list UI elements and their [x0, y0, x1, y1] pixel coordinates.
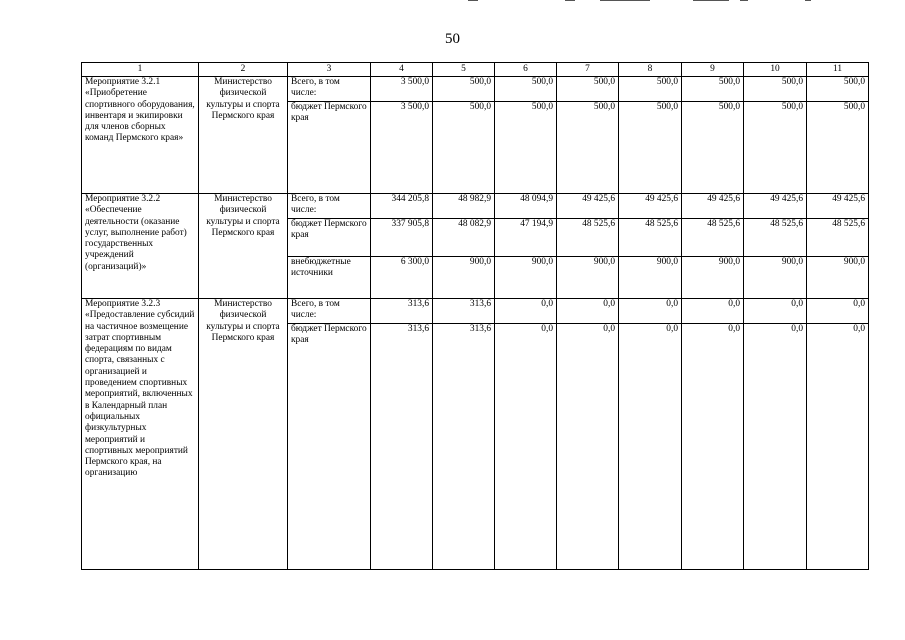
value-cell: 500,0 — [619, 102, 682, 194]
value-cell: 48 525,6 — [619, 219, 682, 257]
value-cell: 900,0 — [744, 257, 807, 299]
funding-source: бюджет Пермского края — [288, 102, 371, 194]
value-cell: 500,0 — [495, 77, 557, 102]
value-cell: 900,0 — [495, 257, 557, 299]
value-cell: 0,0 — [807, 299, 869, 324]
value-cell: 0,0 — [807, 324, 869, 570]
column-header: 4 — [371, 63, 433, 77]
column-header: 6 — [495, 63, 557, 77]
ministry-cell: Министерство физической культуры и спорта Пермского края — [199, 299, 288, 570]
value-cell: 48 094,9 — [495, 194, 557, 219]
ministry-cell: Министерство физической культуры и спорта Пермского края — [199, 77, 288, 194]
funding-source: бюджет Пермского края — [288, 324, 371, 570]
activity-name: Мероприятие 3.2.3 «Предоставление субсидий на частичное возмещение затрат спортивным федерациям по видам спорта, связанных с организацией и проведением спортивных мероприятий, включенных в Календарный план официальных физкультурных мероприятий и спортивных мероприятий Пермского края, на организацию — [82, 299, 199, 570]
value-cell: 0,0 — [619, 299, 682, 324]
value-cell: 900,0 — [433, 257, 495, 299]
value-cell: 49 425,6 — [619, 194, 682, 219]
activity-name: Мероприятие 3.2.1 «Приобретение спортивного оборудования, инвентаря и экипировки для членов сборных команд Пермского края» — [82, 77, 199, 194]
funding-source: Всего, в том числе: — [288, 194, 371, 219]
value-cell: 500,0 — [433, 102, 495, 194]
value-cell: 0,0 — [495, 324, 557, 570]
column-header: 1 — [82, 63, 199, 77]
column-header: 9 — [682, 63, 744, 77]
column-header: 10 — [744, 63, 807, 77]
value-cell: 48 525,6 — [744, 219, 807, 257]
page-number: 50 — [445, 31, 460, 47]
value-cell: 500,0 — [557, 102, 619, 194]
value-cell: 48 525,6 — [557, 219, 619, 257]
value-cell: 337 905,8 — [371, 219, 433, 257]
value-cell: 49 425,6 — [807, 194, 869, 219]
column-header: 5 — [433, 63, 495, 77]
value-cell: 3 500,0 — [371, 102, 433, 194]
value-cell: 500,0 — [682, 102, 744, 194]
scan-marks — [0, 0, 905, 4]
value-cell: 500,0 — [433, 77, 495, 102]
value-cell: 500,0 — [619, 77, 682, 102]
value-cell: 49 425,6 — [557, 194, 619, 219]
value-cell: 500,0 — [807, 102, 869, 194]
table-row — [82, 299, 869, 324]
value-cell: 3 500,0 — [371, 77, 433, 102]
value-cell: 900,0 — [682, 257, 744, 299]
column-header: 3 — [288, 63, 371, 77]
value-cell: 0,0 — [495, 299, 557, 324]
funding-source: Всего, в том числе: — [288, 77, 371, 102]
value-cell: 47 194,9 — [495, 219, 557, 257]
value-cell: 500,0 — [807, 77, 869, 102]
value-cell: 49 425,6 — [744, 194, 807, 219]
value-cell: 0,0 — [682, 299, 744, 324]
value-cell: 0,0 — [557, 324, 619, 570]
value-cell: 48 982,9 — [433, 194, 495, 219]
value-cell: 48 525,6 — [807, 219, 869, 257]
value-cell: 49 425,6 — [682, 194, 744, 219]
value-cell: 313,6 — [371, 324, 433, 570]
column-header: 2 — [199, 63, 288, 77]
activity-name: Мероприятие 3.2.2 «Обеспечение деятельности (оказание услуг, выполнение работ) государственных учреждений (организаций)» — [82, 194, 199, 299]
budget-table — [81, 62, 869, 570]
column-header: 11 — [807, 63, 869, 77]
value-cell: 0,0 — [619, 324, 682, 570]
value-cell: 900,0 — [619, 257, 682, 299]
column-header-row — [82, 63, 869, 77]
ministry-cell: Министерство физической культуры и спорта Пермского края — [199, 194, 288, 299]
value-cell: 313,6 — [433, 299, 495, 324]
value-cell: 500,0 — [744, 77, 807, 102]
value-cell: 500,0 — [557, 77, 619, 102]
value-cell: 48 525,6 — [682, 219, 744, 257]
value-cell: 500,0 — [682, 77, 744, 102]
value-cell: 0,0 — [744, 324, 807, 570]
value-cell: 6 300,0 — [371, 257, 433, 299]
value-cell: 0,0 — [744, 299, 807, 324]
column-header: 8 — [619, 63, 682, 77]
value-cell: 48 082,9 — [433, 219, 495, 257]
value-cell: 0,0 — [557, 299, 619, 324]
value-cell: 313,6 — [433, 324, 495, 570]
table-row — [82, 194, 869, 219]
value-cell: 500,0 — [495, 102, 557, 194]
value-cell: 313,6 — [371, 299, 433, 324]
funding-source: бюджет Пермского края — [288, 219, 371, 257]
value-cell: 900,0 — [807, 257, 869, 299]
column-header: 7 — [557, 63, 619, 77]
table-row — [82, 77, 869, 102]
value-cell: 0,0 — [682, 324, 744, 570]
funding-source: Всего, в том числе: — [288, 299, 371, 324]
funding-source: внебюджетные источники — [288, 257, 371, 299]
value-cell: 344 205,8 — [371, 194, 433, 219]
value-cell: 500,0 — [744, 102, 807, 194]
value-cell: 900,0 — [557, 257, 619, 299]
